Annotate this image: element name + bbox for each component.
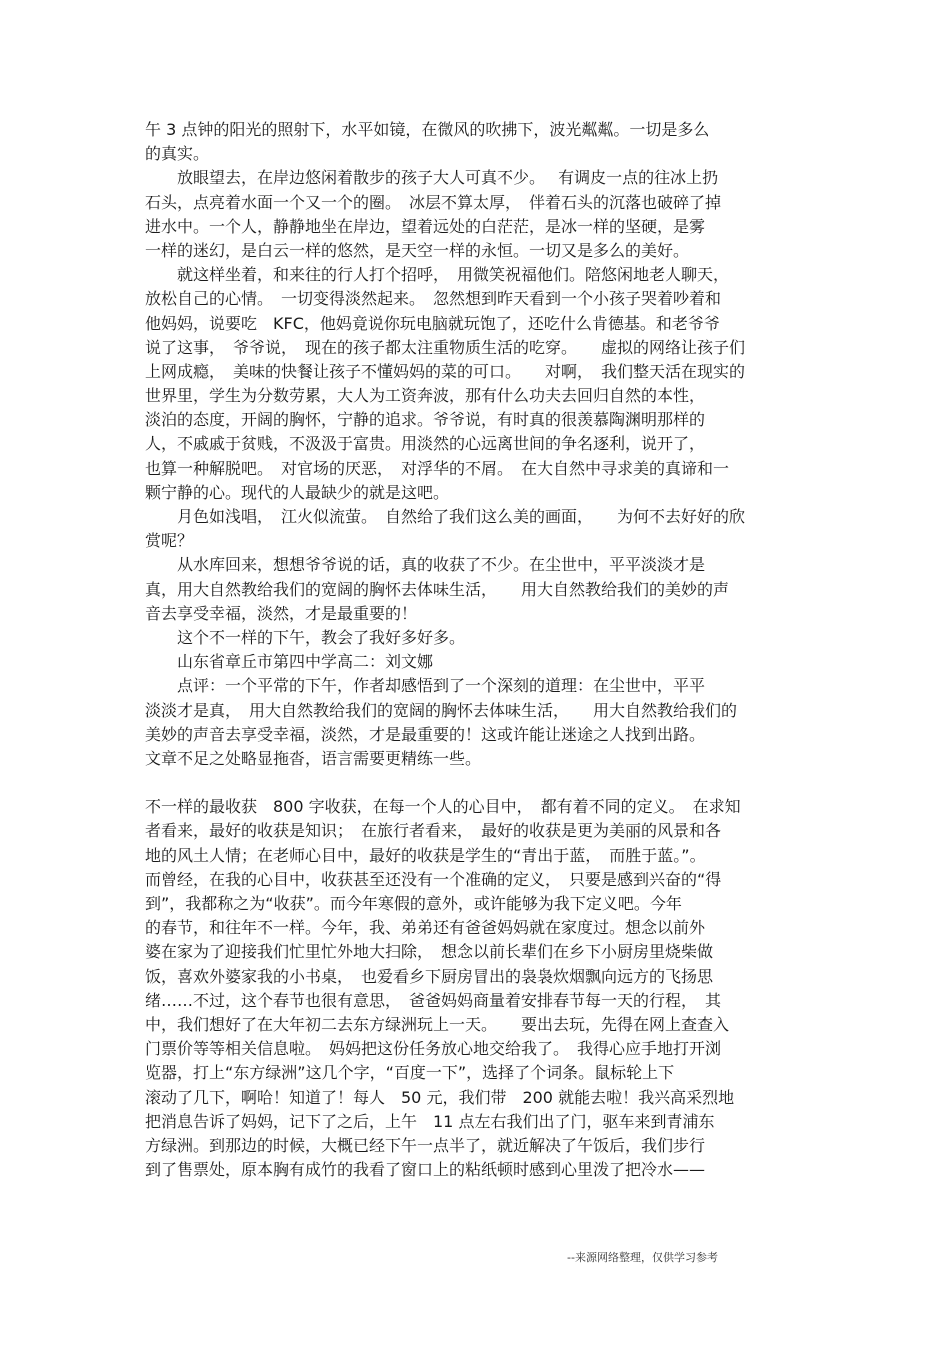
text-line: 把消息告诉了妈妈，记下了之后，上午 11 点左右我们出了门，驱车来到青浦东 bbox=[145, 1111, 715, 1131]
source-footer: --来源网络整理，仅供学习参考 bbox=[567, 1251, 718, 1264]
text-line: 午 3 点钟的阳光的照射下，水平如镜，在微风的吹拂下，波光粼粼。一切是多么 bbox=[145, 120, 710, 139]
text-line: 音去享受幸福，淡然，才是最重要的！ bbox=[145, 603, 418, 623]
text-line: 说了这事， 爷爷说， 现在的孩子都太注重物质生活的吃穿。 虚拟的网络让孩子们 bbox=[145, 337, 746, 357]
text-line: 门票价等等相关信息啦。 妈妈把这份任务放心地交给我了。 我得心应手地打开浏 bbox=[145, 1039, 722, 1059]
text-line: 上网成瘾， 美味的快餐让孩子不懂妈妈的菜的可口。 对啊， 我们整天活在现实的 bbox=[145, 361, 746, 381]
text-line: 滚动了几下，啊哈！知道了！每人 50 元，我们带 200 就能去啦！我兴高采烈地 bbox=[145, 1087, 735, 1107]
text-line: 到”，我都称之为“收获”。而今年寒假的意外，或许能够为我下定义吧。今年 bbox=[145, 894, 682, 913]
text-line: 绪……不过，这个春节也很有意思， 爸爸妈妈商量着安排春节每一天的行程， 其 bbox=[145, 990, 722, 1010]
text-line: 进水中。一个人，静静地坐在岸边，望着远处的白茫茫，是冰一样的坚硬，是雾 bbox=[145, 216, 706, 236]
text-line: 就这样坐着，和来往的行人打个招呼， 用微笑祝福他们。陪悠闲地老人聊天， bbox=[145, 265, 730, 285]
text-line: 婆在家为了迎接我们忙里忙外地大扫除， 想念以前长辈们在乡下小厨房里烧柴做 bbox=[145, 942, 714, 962]
text-line: 一样的迷幻，是白云一样的悠然，是天空一样的永恒。一切又是多么的美好。 bbox=[145, 240, 690, 260]
text-line: 的春节，和往年不一样。今年，我、弟弟还有爸爸妈妈就在家度过。想念以前外 bbox=[145, 918, 706, 938]
text-line: 也算一种解脱吧。 对官场的厌恶， 对浮华的不屑。 在大自然中寻求美的真谛和一 bbox=[145, 458, 730, 478]
text-line: 世界里，学生为分数劳累，大人为工资奔波，那有什么功夫去回归自然的本性， bbox=[145, 386, 706, 406]
text-line: 月色如浅唱， 江火似流萤。 自然给了我们这么美的画面， 为何不去好好的欣 bbox=[145, 507, 746, 526]
text-line: 颗宁静的心。现代的人最缺少的就是这吧。 bbox=[145, 482, 450, 502]
essay-1 bbox=[145, 118, 810, 771]
text-line: 中，我们想好了在大年初二去东方绿洲玩上一天。 要出去玩，先得在网上查查入 bbox=[145, 1014, 730, 1034]
text-line: 人，不戚戚于贫贱，不汲汲于富贵。用淡然的心远离世间的争名逐利，说开了， bbox=[145, 434, 706, 454]
text-line: 者看来，最好的收获是知识； 在旅行者看来， 最好的收获是更为美丽的风景和各 bbox=[145, 821, 722, 841]
text-line: 饭，喜欢外婆家我的小书桌， 也爱看乡下厨房冒出的袅袅炊烟飘向远方的飞扬思 bbox=[145, 966, 714, 986]
paragraph-gap bbox=[145, 771, 810, 795]
text-line: 淡泊的态度，开阔的胸怀，宁静的追求。爷爷说，有时真的很羡慕陶渊明那样的 bbox=[145, 410, 706, 430]
text-line: 他妈妈，说要吃 KFC，他妈竟说你玩电脑就玩饱了，还吃什么肯德基。和老爷爷 bbox=[145, 313, 720, 333]
text-line: 而曾经，在我的心目中，收获甚至还没有一个准确的定义， 只要是感到兴奋的“得 bbox=[145, 869, 722, 889]
text-line: 到了售票处，原本胸有成竹的我看了窗口上的粘纸顿时感到心里泼了把冷水—— bbox=[145, 1160, 706, 1180]
comment-line: 文章不足之处略显拖沓，语言需要更精练一些。 bbox=[145, 748, 482, 768]
text-line: 览器，打上“东方绿洲”这几个字，“百度一下”，选择了个词条。鼠标轮上下 bbox=[145, 1063, 675, 1083]
text-line: 放松自己的心情。 一切变得淡然起来。 忽然想到昨天看到一个小孩子哭着吵着和 bbox=[145, 289, 722, 309]
text-line: 赏呢？ bbox=[145, 531, 194, 551]
text-line: 真，用大自然教给我们的宽阔的胸怀去体味生活， 用大自然教给我们的美妙的声 bbox=[145, 579, 730, 599]
text-line: 方绿洲。到那边的时候，大概已经下午一点半了，就近解决了午饭后，我们步行 bbox=[145, 1135, 706, 1155]
comment-line: 淡淡才是真， 用大自然教给我们的宽阔的胸怀去体味生活， 用大自然教给我们的 bbox=[145, 700, 738, 720]
essay-2 bbox=[145, 795, 810, 1182]
text-line: 从水库回来，想想爷爷说的话，真的收获了不少。在尘世中，平平淡淡才是 bbox=[145, 555, 706, 575]
text-line: 不一样的最收获 800 字收获，在每一个人的心目中， 都有着不同的定义。 在求知 bbox=[145, 797, 741, 817]
text-line: 这个不一样的下午，教会了我好多好多。 bbox=[145, 627, 466, 647]
comment-line: 点评：一个平常的下午，作者却感悟到了一个深刻的道理：在尘世中，平平 bbox=[145, 676, 706, 696]
text-line: 的真实。 bbox=[145, 144, 210, 164]
author-line: 山东省章丘市第四中学高二：刘文娜 bbox=[145, 652, 434, 672]
text-line: 放眼望去，在岸边悠闲着散步的孩子大人可真不少。 有调皮一点的往冰上扔 bbox=[145, 168, 719, 188]
document-body bbox=[145, 118, 810, 1182]
text-line: 石头，点亮着水面一个又一个的圈。 冰层不算太厚， 伴着石头的沉落也破碎了掉 bbox=[145, 192, 722, 212]
text-line: 地的风土人情；在老师心目中，最好的收获是学生的“青出于蓝， 而胜于蓝。”。 bbox=[145, 845, 706, 865]
comment-line: 美妙的声音去享受幸福，淡然，才是最重要的！这或许能让迷途之人找到出路。 bbox=[145, 724, 706, 744]
